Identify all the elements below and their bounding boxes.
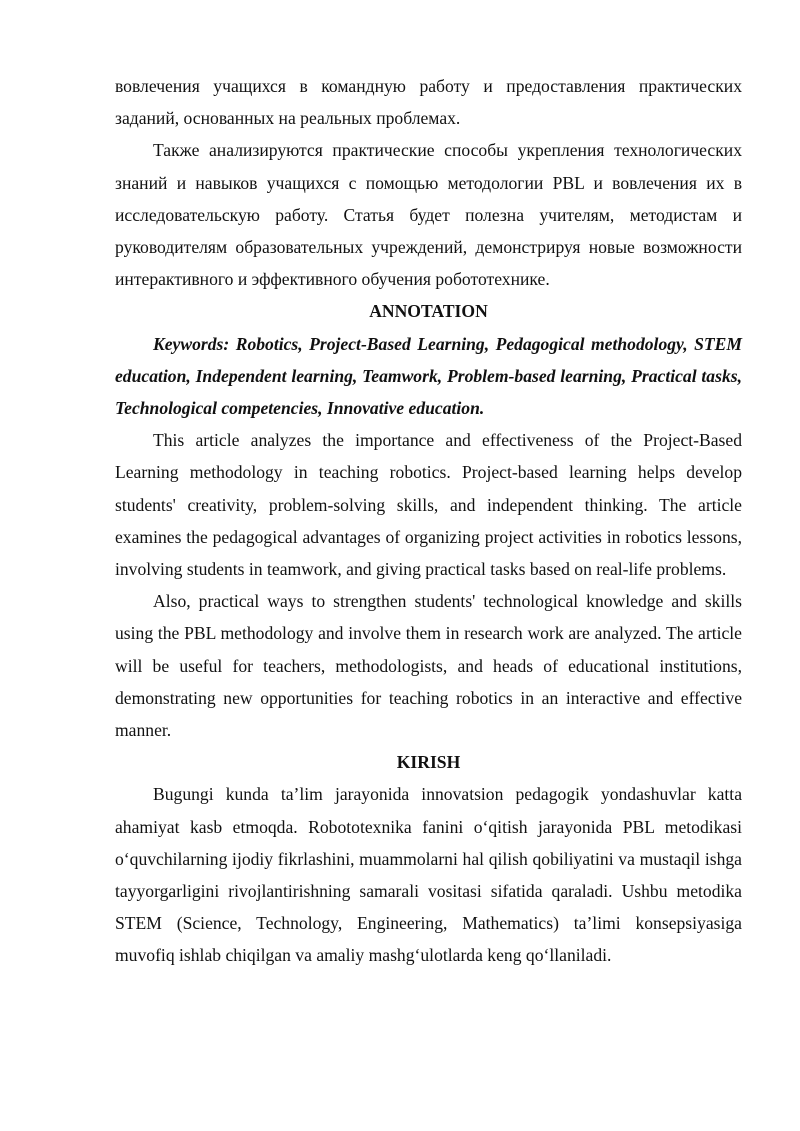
annotation-paragraph-1: This article analyzes the importance and effectiveness of the Project-Based Learning methodology in teaching robotics. Project-based learning helps develop students' creativity, problem-solving skills, and independent thinking. The article examines the pedagogical advantages of organizing project activities in robotics lessons, involving students in teamwork, and giving practical tasks based on real-life problems. xyxy=(115,430,742,580)
document-page xyxy=(115,70,742,972)
russian-continuation-paragraph: вовлечения учащихся в командную работу и предоставления практических заданий, основанных на реальных проблемах. xyxy=(115,76,742,129)
keywords-paragraph: Keywords: Robotics, Project-Based Learning, Pedagogical methodology, STEM education, Independent learning, Teamwork, Problem-based learning, Practical tasks, Technological competencies, Innovative education. xyxy=(115,333,742,419)
annotation-paragraph-2: Also, practical ways to strengthen students' technological knowledge and skills using the PBL methodology and involve them in research work are analyzed. The article will be useful for teachers, methodologists, and heads of educational institutions, demonstrating new opportunities for teaching robotics in an interactive and effective manner. xyxy=(115,591,742,741)
annotation-heading: ANNOTATION xyxy=(369,301,488,322)
kirish-heading: KIRISH xyxy=(396,752,461,773)
russian-paragraph: Также анализируются практические способы укрепления технологических знаний и навыков учащихся с помощью методологии PBL и вовлечения их в исследовательскую работу. Статья будет полезна учителям, методистам и руководителям образовательных учреждений, демонстрируя новые возможности интерактивного и эффективного обучения робототехнике. xyxy=(115,140,742,290)
kirish-paragraph: Bugungi kunda ta’lim jarayonida innovatsion pedagogik yondashuvlar katta ahamiyat kasb etmoqda. Robototexnika fanini o‘qitish jarayonida PBL metodikasi o‘quvchilarning ijodiy fikrlashini, muammolarni hal qilish qobiliyatini va mustaqil ishga tayyorgarligini rivojlantirishning samarali vositasi sifatida qaraladi. Ushbu metodika STEM (Science, Technology, Engineering, Mathematics) ta’limi konsepsiyasiga muvofiq ishlab chiqilgan va amaliy mashg‘ulotlarda keng qo‘llaniladi. xyxy=(115,784,742,966)
